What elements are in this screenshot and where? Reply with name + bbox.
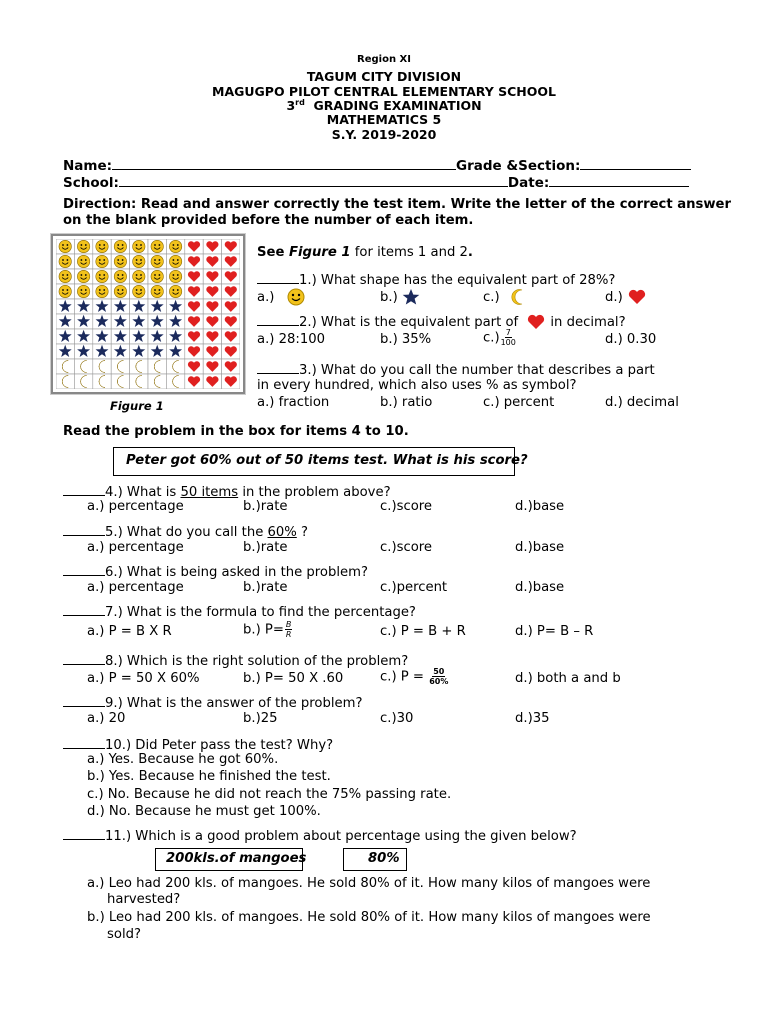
q3-option-a: a.) fraction — [257, 395, 330, 410]
q4-option-c: c.)score — [380, 499, 433, 514]
question-8: 8.) Which is the right solution of the problem? — [63, 652, 408, 669]
heart-icon — [185, 299, 203, 314]
heart-icon — [185, 344, 203, 359]
heart-icon — [185, 239, 203, 254]
heart-icon — [203, 299, 221, 314]
given-box-percent — [343, 848, 407, 871]
q10-option-c: c.) No. Because he did not reach the 75% passing rate. — [87, 787, 452, 802]
heart-icon — [526, 313, 546, 331]
problem-box — [113, 447, 528, 476]
q5-option-b: b.)rate — [243, 540, 288, 555]
question-6: 6.) What is being asked in the problem? — [63, 563, 368, 580]
star-icon — [93, 314, 111, 329]
smiley-icon — [130, 284, 148, 299]
q8-option-a: a.) P = 50 X 60% — [87, 671, 200, 686]
q1-option-c: c.) — [483, 288, 528, 306]
q9-option-c: c.)30 — [380, 711, 414, 726]
q6-option-c: c.)percent — [380, 580, 448, 595]
star-icon — [111, 299, 129, 314]
heart-icon — [185, 359, 203, 374]
star-icon — [56, 314, 74, 329]
given-percent-text: 80% — [368, 851, 400, 866]
question-3-line1: 3.) What do you call the number that describes a part — [257, 361, 655, 378]
star-icon — [166, 344, 184, 359]
question-9: 9.) What is the answer of the problem? — [63, 694, 362, 711]
q11-option-b-line1: b.) Leo had 200 kls. of mangoes. He sold 80% of it. How many kilos of mangoes were — [87, 910, 651, 925]
smiley-icon — [93, 269, 111, 284]
smiley-icon — [111, 254, 129, 269]
star-icon — [166, 314, 184, 329]
heart-icon — [185, 314, 203, 329]
star-icon — [93, 299, 111, 314]
q5-option-c: c.)score — [380, 540, 433, 555]
star-icon — [402, 288, 420, 306]
smiley-icon — [74, 254, 92, 269]
q3-option-b: b.) ratio — [380, 395, 433, 410]
heart-icon — [222, 239, 240, 254]
question-11: 11.) Which is a good problem about percentage using the given below? — [63, 827, 577, 844]
q4-option-b: b.)rate — [243, 499, 288, 514]
smiley-icon — [148, 284, 166, 299]
q2-option-d: d.) 0.30 — [605, 332, 657, 347]
name-field[interactable]: Name: Grade &Section: — [63, 157, 691, 174]
heart-icon — [203, 314, 221, 329]
given-box-mangoes — [155, 848, 307, 871]
smiley-icon — [111, 269, 129, 284]
smiley-icon — [287, 288, 305, 306]
q7-option-d: d.) P= B – R — [515, 624, 594, 639]
star-icon — [148, 344, 166, 359]
smiley-icon — [56, 284, 74, 299]
moon-icon — [148, 359, 166, 374]
smiley-icon — [74, 239, 92, 254]
figure-1-grid — [51, 234, 245, 394]
direction-line2: on the blank provided before the number of each item. — [63, 213, 474, 228]
q6-option-d: d.)base — [515, 580, 565, 595]
heart-icon — [222, 314, 240, 329]
star-icon — [111, 344, 129, 359]
star-icon — [130, 344, 148, 359]
subject-title: MATHEMATICS 5 — [326, 112, 442, 127]
heart-icon — [185, 329, 203, 344]
heart-icon — [203, 344, 221, 359]
direction-line1: Direction: Read and answer correctly the test item. Write the letter of the correct answer — [63, 197, 732, 212]
moon-icon — [510, 288, 528, 306]
q4-option-d: d.)base — [515, 499, 565, 514]
question-7: 7.) What is the formula to find the percentage? — [63, 603, 416, 620]
heart-icon — [222, 284, 240, 299]
question-2: 2.) What is the equivalent part of in decimal? — [257, 313, 626, 331]
star-icon — [56, 329, 74, 344]
heart-icon — [185, 374, 203, 389]
smiley-icon — [130, 239, 148, 254]
section2-intro: Read the problem in the box for items 4 to 10. — [63, 424, 409, 439]
q3-option-d: d.) decimal — [605, 395, 679, 410]
star-icon — [93, 329, 111, 344]
smiley-icon — [74, 269, 92, 284]
moon-icon — [56, 359, 74, 374]
answer-blank-11[interactable] — [63, 827, 105, 840]
smiley-icon — [166, 284, 184, 299]
heart-icon — [203, 254, 221, 269]
star-icon — [111, 329, 129, 344]
heart-icon — [203, 284, 221, 299]
q1-option-a: a.) — [257, 288, 305, 306]
heart-icon — [222, 254, 240, 269]
question-10: 10.) Did Peter pass the test? Why? — [63, 736, 333, 753]
star-icon — [130, 314, 148, 329]
answer-blank-8[interactable] — [63, 652, 105, 665]
star-icon — [74, 344, 92, 359]
see-figure-label: See Figure 1 for items 1 and 2. — [257, 245, 473, 260]
q11-option-a-line2: harvested? — [107, 892, 181, 907]
answer-blank-3[interactable] — [257, 361, 299, 374]
given-mangoes-text: 200kls.of mangoes — [166, 851, 307, 866]
star-icon — [130, 329, 148, 344]
heart-icon — [203, 329, 221, 344]
q6-option-b: b.)rate — [243, 580, 288, 595]
q6-option-a: a.) percentage — [87, 580, 184, 595]
heart-icon — [185, 254, 203, 269]
smiley-icon — [111, 239, 129, 254]
smiley-icon — [56, 254, 74, 269]
question-3-line2: in every hundred, which also uses % as symbol? — [257, 378, 577, 393]
exam-title: 3rd GRADING EXAMINATION — [286, 98, 482, 114]
heart-icon — [222, 329, 240, 344]
q2-option-c: c.) $\frac{7}{100}$ — [483, 328, 516, 347]
grid-svg — [56, 239, 240, 389]
q9-option-d: d.)35 — [515, 711, 550, 726]
heart-icon — [222, 374, 240, 389]
moon-icon — [111, 359, 129, 374]
q9-option-b: b.)25 — [243, 711, 278, 726]
q2-option-a: a.) 28:100 — [257, 332, 326, 347]
smiley-icon — [166, 269, 184, 284]
q11-option-a-line1: a.) Leo had 200 kls. of mangoes. He sold 80% of it. How many kilos of mangoes were — [87, 876, 651, 891]
moon-icon — [74, 359, 92, 374]
answer-blank-1[interactable] — [257, 271, 299, 284]
q7-option-c: c.) P = B + R — [380, 624, 466, 639]
question-1: 1.) What shape has the equivalent part of 28%? — [257, 271, 615, 288]
q1-option-b: b.) — [380, 288, 420, 306]
heart-icon — [203, 374, 221, 389]
q8-option-c: c.) P = $\frac{50}{60\%}$ — [380, 667, 449, 686]
smiley-icon — [74, 284, 92, 299]
q7-option-a: a.) P = B X R — [87, 624, 172, 639]
star-icon — [111, 314, 129, 329]
q1-option-d: d.) — [605, 288, 647, 306]
star-icon — [74, 329, 92, 344]
question-4: 4.) What is 50 items in the problem above? — [63, 483, 391, 500]
answer-blank-5[interactable] — [63, 523, 105, 536]
q2-option-b: b.) 35% — [380, 332, 432, 347]
q7-option-b: b.) P= $\frac{B}{R}$ — [243, 620, 292, 639]
moon-icon — [111, 374, 129, 389]
answer-blank-2[interactable] — [257, 313, 299, 326]
problem-text: Peter got 60% out of 50 items test. What is his score? — [126, 453, 528, 468]
school-field[interactable]: School: Date: — [63, 174, 689, 191]
answer-blank-10[interactable] — [63, 736, 105, 749]
heart-icon — [185, 284, 203, 299]
star-icon — [130, 299, 148, 314]
star-icon — [74, 299, 92, 314]
answer-blank-4[interactable] — [63, 483, 105, 496]
q5-option-a: a.) percentage — [87, 540, 184, 555]
moon-icon — [130, 374, 148, 389]
q10-option-b: b.) Yes. Because he finished the test. — [87, 769, 331, 784]
q11-option-b-line2: sold? — [107, 927, 141, 942]
moon-icon — [130, 359, 148, 374]
moon-icon — [148, 374, 166, 389]
answer-blank-7[interactable] — [63, 603, 105, 616]
star-icon — [148, 299, 166, 314]
division-label: TAGUM CITY DIVISION — [306, 69, 462, 84]
smiley-icon — [56, 269, 74, 284]
question-5: 5.) What do you call the 60% ? — [63, 523, 308, 540]
star-icon — [148, 314, 166, 329]
smiley-icon — [148, 269, 166, 284]
heart-icon — [185, 269, 203, 284]
smiley-icon — [166, 239, 184, 254]
moon-icon — [56, 374, 74, 389]
star-icon — [166, 329, 184, 344]
school-year: S.Y. 2019-2020 — [331, 127, 437, 142]
smiley-icon — [93, 239, 111, 254]
smiley-icon — [130, 254, 148, 269]
heart-icon — [222, 299, 240, 314]
answer-blank-6[interactable] — [63, 563, 105, 576]
star-icon — [56, 344, 74, 359]
q10-option-d: d.) No. Because he must get 100%. — [87, 804, 321, 819]
heart-icon — [222, 344, 240, 359]
moon-icon — [93, 374, 111, 389]
smiley-icon — [130, 269, 148, 284]
region-label: Region XI — [357, 54, 411, 65]
moon-icon — [166, 374, 184, 389]
star-icon — [166, 299, 184, 314]
school-title: MAGUGPO PILOT CENTRAL ELEMENTARY SCHOOL — [212, 84, 556, 99]
heart-icon — [222, 359, 240, 374]
smiley-icon — [166, 254, 184, 269]
moon-icon — [74, 374, 92, 389]
q4-option-a: a.) percentage — [87, 499, 184, 514]
star-icon — [56, 299, 74, 314]
smiley-icon — [111, 284, 129, 299]
heart-icon — [222, 269, 240, 284]
smiley-icon — [93, 254, 111, 269]
q8-option-b: b.) P= 50 X .60 — [243, 671, 344, 686]
q8-option-d: d.) both a and b — [515, 671, 621, 686]
star-icon — [93, 344, 111, 359]
smiley-icon — [56, 239, 74, 254]
smiley-icon — [148, 254, 166, 269]
star-icon — [74, 314, 92, 329]
heart-icon — [203, 359, 221, 374]
q10-option-a: a.) Yes. Because he got 60%. — [87, 752, 279, 767]
figure-caption: Figure 1 — [110, 399, 164, 413]
q5-option-d: d.)base — [515, 540, 565, 555]
moon-icon — [166, 359, 184, 374]
moon-icon — [93, 359, 111, 374]
q9-option-a: a.) 20 — [87, 711, 126, 726]
smiley-icon — [93, 284, 111, 299]
heart-icon — [203, 239, 221, 254]
answer-blank-9[interactable] — [63, 694, 105, 707]
heart-icon — [627, 288, 647, 306]
q3-option-c: c.) percent — [483, 395, 555, 410]
heart-icon — [203, 269, 221, 284]
smiley-icon — [148, 239, 166, 254]
star-icon — [148, 329, 166, 344]
